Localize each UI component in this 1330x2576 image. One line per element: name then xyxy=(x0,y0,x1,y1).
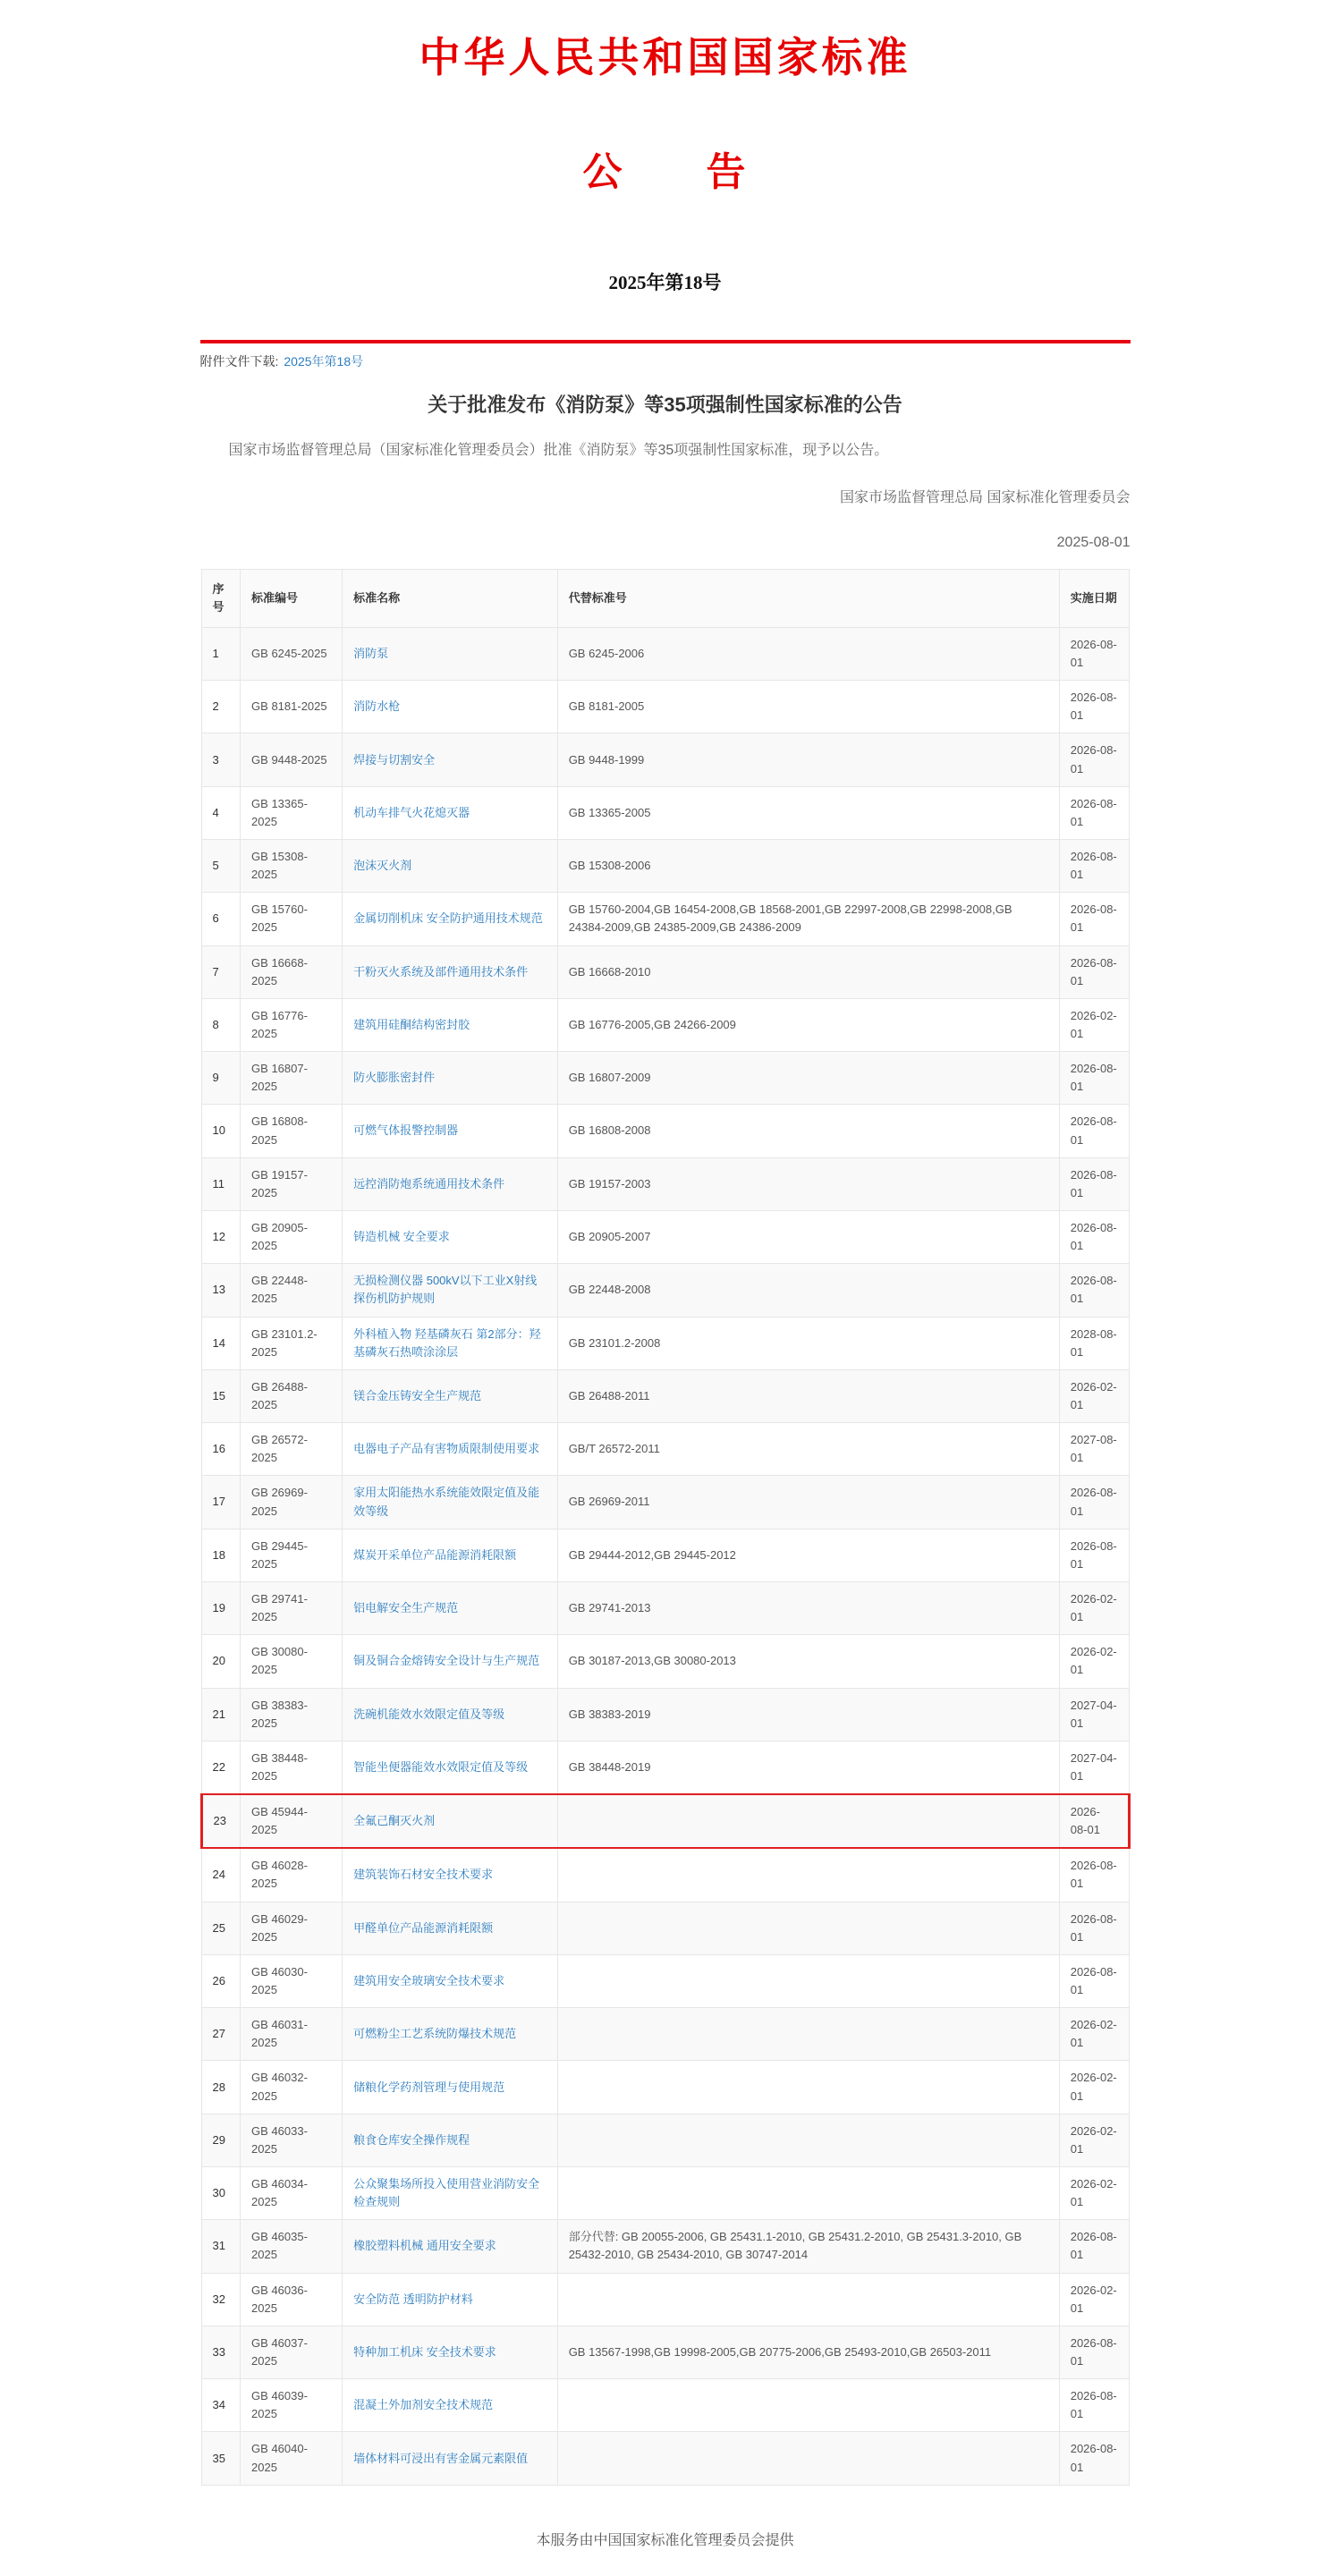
cell-code: GB 9448-2025 xyxy=(241,733,343,786)
cell-seq: 30 xyxy=(201,2167,241,2220)
standard-name-link[interactable]: 镁合金压铸安全生产规范 xyxy=(353,1388,482,1402)
cell-name xyxy=(343,1264,558,1317)
cell-name xyxy=(343,1052,558,1105)
cell-seq: 6 xyxy=(201,893,241,945)
standard-name-link[interactable]: 铜及铜合金熔铸安全设计与生产规范 xyxy=(353,1654,540,1668)
cell-code: GB 38448-2025 xyxy=(241,1741,343,1794)
cell-name xyxy=(343,1317,558,1369)
cell-replaces xyxy=(557,2379,1059,2432)
cell-replaces: GB 38448-2019 xyxy=(557,1741,1059,1794)
cell-seq: 19 xyxy=(201,1581,241,1634)
table-row xyxy=(201,1105,1129,1157)
cell-name xyxy=(343,786,558,839)
cell-name xyxy=(343,2114,558,2166)
issue-number: 2025年第18号 xyxy=(608,272,722,293)
cell-code: GB 30080-2025 xyxy=(241,1635,343,1688)
cell-seq: 8 xyxy=(201,998,241,1051)
table-row xyxy=(201,1741,1129,1794)
standard-name-link[interactable]: 泡沫灭火剂 xyxy=(353,859,412,873)
standard-name-link[interactable]: 安全防范 透明防护材料 xyxy=(353,2292,473,2306)
table-row xyxy=(201,1264,1129,1317)
cell-seq: 28 xyxy=(201,2061,241,2114)
cell-date: 2026-08-01 xyxy=(1059,1529,1129,1581)
cell-replaces: GB 26969-2011 xyxy=(557,1476,1059,1529)
header-seq: 序号 xyxy=(201,569,241,627)
cell-replaces: GB 29741-2013 xyxy=(557,1581,1059,1634)
cell-seq: 3 xyxy=(201,733,241,786)
cell-date: 2026-02-01 xyxy=(1059,1635,1129,1688)
table-row xyxy=(201,1581,1129,1634)
table-row xyxy=(201,840,1129,893)
cell-seq: 9 xyxy=(201,1052,241,1105)
cell-code: GB 38383-2025 xyxy=(241,1688,343,1741)
attachment-row xyxy=(200,352,1131,370)
cell-seq: 33 xyxy=(201,2326,241,2378)
cell-date: 2026-08-01 xyxy=(1059,1264,1129,1317)
table-row xyxy=(201,2114,1129,2166)
cell-name xyxy=(343,1210,558,1263)
cell-code: GB 16776-2025 xyxy=(241,998,343,1051)
standard-name-link[interactable]: 特种加工机床 安全技术要求 xyxy=(353,2344,496,2359)
cell-replaces xyxy=(557,2432,1059,2485)
issuing-authority: 国家市场监督管理总局 国家标准化管理委员会 xyxy=(840,489,1131,505)
cell-seq: 31 xyxy=(201,2220,241,2273)
cell-date: 2026-08-01 xyxy=(1059,840,1129,893)
cell-code: GB 16668-2025 xyxy=(241,945,343,998)
cell-name xyxy=(343,2220,558,2273)
table-row xyxy=(201,2273,1129,2326)
table-row xyxy=(201,2379,1129,2432)
cell-code: GB 6245-2025 xyxy=(241,627,343,680)
cell-code: GB 15760-2025 xyxy=(241,893,343,945)
cell-date: 2026-08-01 xyxy=(1059,945,1129,998)
standard-name-link[interactable]: 铝电解安全生产规范 xyxy=(353,1601,459,1614)
standard-name-link[interactable]: 建筑装饰石材安全技术要求 xyxy=(353,1868,494,1882)
cell-seq: 18 xyxy=(201,1529,241,1581)
cell-date: 2026-02-01 xyxy=(1059,2114,1129,2166)
cell-date: 2026-08-01 xyxy=(1059,1210,1129,1263)
cell-replaces: GB 20905-2007 xyxy=(557,1210,1059,1263)
cell-name xyxy=(343,2008,558,2061)
cell-date: 2026-08-01 xyxy=(1059,1794,1129,1848)
table-row xyxy=(201,1848,1129,1902)
table-row xyxy=(201,1369,1129,1422)
cell-replaces: GB 9448-1999 xyxy=(557,733,1059,786)
cell-replaces: GB 15308-2006 xyxy=(557,840,1059,893)
cell-name xyxy=(343,998,558,1051)
cell-date: 2026-08-01 xyxy=(1059,1954,1129,2007)
cell-seq: 13 xyxy=(201,1264,241,1317)
cell-seq: 27 xyxy=(201,2008,241,2061)
standard-name-link[interactable]: 外科植入物 羟基磷灰石 第2部分：羟基磷灰石热喷涂涂层 xyxy=(353,1326,541,1359)
standard-name-link[interactable]: 全氟己酮灭火剂 xyxy=(353,1814,436,1828)
cell-seq: 5 xyxy=(201,840,241,893)
cell-replaces: GB 16776-2005,GB 24266-2009 xyxy=(557,998,1059,1051)
table-row xyxy=(201,945,1129,998)
cell-name xyxy=(343,733,558,786)
cell-seq: 12 xyxy=(201,1210,241,1263)
table-row xyxy=(201,1476,1129,1529)
cell-code: GB 29741-2025 xyxy=(241,1581,343,1634)
cell-code: GB 46039-2025 xyxy=(241,2379,343,2432)
cell-replaces: GB 19157-2003 xyxy=(557,1157,1059,1210)
standard-name-link[interactable]: 焊接与切割安全 xyxy=(353,752,436,767)
table-row xyxy=(201,998,1129,1051)
cell-name xyxy=(343,627,558,680)
cell-name xyxy=(343,2061,558,2114)
table-row xyxy=(201,1052,1129,1105)
cell-code: GB 46030-2025 xyxy=(241,1954,343,2007)
cell-name xyxy=(343,2326,558,2378)
cell-seq: 11 xyxy=(201,1157,241,1210)
cell-name xyxy=(343,1157,558,1210)
cell-date: 2026-08-01 xyxy=(1059,2432,1129,2485)
cell-code: GB 22448-2025 xyxy=(241,1264,343,1317)
cell-date: 2028-08-01 xyxy=(1059,1317,1129,1369)
standard-name-link[interactable]: 粮食仓库安全操作规程 xyxy=(353,2132,470,2147)
standards-table xyxy=(200,569,1131,2486)
cell-code: GB 46028-2025 xyxy=(241,1848,343,1902)
cell-code: GB 26572-2025 xyxy=(241,1423,343,1476)
cell-replaces xyxy=(557,1848,1059,1902)
cell-code: GB 19157-2025 xyxy=(241,1157,343,1210)
cell-name xyxy=(343,1688,558,1741)
cell-date: 2026-08-01 xyxy=(1059,2379,1129,2432)
cell-seq: 25 xyxy=(201,1902,241,1954)
cell-seq: 24 xyxy=(201,1848,241,1902)
standard-name-link[interactable]: 防火膨胀密封件 xyxy=(353,1071,436,1085)
standard-name-link[interactable]: 可燃粉尘工艺系统防爆技术规范 xyxy=(353,2027,517,2041)
cell-replaces xyxy=(557,2061,1059,2114)
publish-date: 2025-08-01 xyxy=(1056,534,1131,550)
standard-name-link[interactable]: 墙体材料可浸出有害金属元素限值 xyxy=(353,2451,529,2465)
table-row xyxy=(201,1688,1129,1741)
cell-seq: 32 xyxy=(201,2273,241,2326)
cell-code: GB 46032-2025 xyxy=(241,2061,343,2114)
cell-date: 2026-02-01 xyxy=(1059,2167,1129,2220)
cell-replaces xyxy=(557,2167,1059,2220)
standard-name-link[interactable]: 建筑用硅酮结构密封胶 xyxy=(353,1017,470,1031)
table-row xyxy=(201,2326,1129,2378)
cell-name xyxy=(343,840,558,893)
standard-name-link[interactable]: 混凝土外加剂安全技术规范 xyxy=(353,2398,494,2412)
cell-seq: 1 xyxy=(201,627,241,680)
cell-seq: 10 xyxy=(201,1105,241,1157)
cell-seq: 26 xyxy=(201,1954,241,2007)
table-row xyxy=(201,627,1129,680)
standard-name-link[interactable]: 智能坐便器能效水效限定值及等级 xyxy=(353,1759,529,1774)
table-row xyxy=(201,1157,1129,1210)
cell-code: GB 13365-2025 xyxy=(241,786,343,839)
cell-code: GB 20905-2025 xyxy=(241,1210,343,1263)
standard-name-link[interactable]: 公众聚集场所投入使用营业消防安全检查规则 xyxy=(353,2177,540,2209)
table-row xyxy=(201,2008,1129,2061)
cell-code: GB 45944-2025 xyxy=(241,1794,343,1848)
standard-name-link[interactable]: 可燃气体报警控制器 xyxy=(353,1123,459,1138)
standard-name-link[interactable]: 铸造机械 安全要求 xyxy=(353,1230,450,1244)
cell-replaces: GB 16668-2010 xyxy=(557,945,1059,998)
cell-date: 2026-08-01 xyxy=(1059,733,1129,786)
header-replaces: 代替标准号 xyxy=(557,569,1059,627)
cell-name xyxy=(343,2379,558,2432)
cell-code: GB 16807-2025 xyxy=(241,1052,343,1105)
cell-name xyxy=(343,1105,558,1157)
cell-replaces: GB 15760-2004,GB 16454-2008,GB 18568-2001,GB 22997-2008,GB 22998-2008,GB 24384-2009,GB 24385-2009,GB 24386-2009 xyxy=(557,893,1059,945)
standard-name-link[interactable]: 煤炭开采单位产品能源消耗限额 xyxy=(353,1547,517,1562)
cell-code: GB 46029-2025 xyxy=(241,1902,343,1954)
header-code: 标准编号 xyxy=(241,569,343,627)
cell-seq: 22 xyxy=(201,1741,241,1794)
cell-date: 2026-02-01 xyxy=(1059,2061,1129,2114)
cell-name xyxy=(343,1741,558,1794)
cell-code: GB 29445-2025 xyxy=(241,1529,343,1581)
cell-code: GB 46035-2025 xyxy=(241,2220,343,2273)
standard-name-link[interactable]: 干粉灭火系统及部件通用技术条件 xyxy=(353,964,529,979)
cell-name xyxy=(343,1581,558,1634)
cell-date: 2026-08-01 xyxy=(1059,2220,1129,2273)
announcement-title: 关于批准发布《消防泵》等35项强制性国家标准的公告 xyxy=(428,394,902,416)
cell-seq: 2 xyxy=(201,681,241,733)
cell-code: GB 16808-2025 xyxy=(241,1105,343,1157)
cell-replaces: GB 8181-2005 xyxy=(557,681,1059,733)
cell-replaces: GB 38383-2019 xyxy=(557,1688,1059,1741)
cell-seq: 15 xyxy=(201,1369,241,1422)
attachment-download-link[interactable]: 2025年第18号 xyxy=(284,354,364,369)
cell-date: 2026-08-01 xyxy=(1059,893,1129,945)
cell-name xyxy=(343,1902,558,1954)
cell-code: GB 23101.2-2025 xyxy=(241,1317,343,1369)
table-row xyxy=(201,2432,1129,2485)
cell-seq: 35 xyxy=(201,2432,241,2485)
table-row xyxy=(201,733,1129,786)
cell-date: 2027-04-01 xyxy=(1059,1688,1129,1741)
cell-name xyxy=(343,945,558,998)
cell-replaces xyxy=(557,1902,1059,1954)
standard-name-link[interactable]: 洗碗机能效水效限定值及等级 xyxy=(353,1707,505,1721)
table-row xyxy=(201,1317,1129,1369)
header-name: 标准名称 xyxy=(343,569,558,627)
standard-name-link[interactable]: 甲醛单位产品能源消耗限额 xyxy=(353,1920,494,1935)
table-row xyxy=(201,1635,1129,1688)
table-header-row xyxy=(201,569,1129,627)
cell-date: 2026-08-01 xyxy=(1059,1848,1129,1902)
service-provider-note: 本服务由中国国家标准化管理委员会提供 xyxy=(536,2532,794,2548)
cell-code: GB 26969-2025 xyxy=(241,1476,343,1529)
cell-replaces: GB 22448-2008 xyxy=(557,1264,1059,1317)
cell-name xyxy=(343,1476,558,1529)
table-row xyxy=(201,2061,1129,2114)
cell-date: 2026-08-01 xyxy=(1059,627,1129,680)
cell-replaces: GB 13567-1998,GB 19998-2005,GB 20775-2006,GB 25493-2010,GB 26503-2011 xyxy=(557,2326,1059,2378)
cell-seq: 29 xyxy=(201,2114,241,2166)
cell-replaces xyxy=(557,2273,1059,2326)
cell-date: 2026-02-01 xyxy=(1059,1581,1129,1634)
standard-name-link[interactable]: 金属切削机床 安全防护通用技术规范 xyxy=(353,911,543,926)
cell-replaces: GB 23101.2-2008 xyxy=(557,1317,1059,1369)
cell-date: 2026-08-01 xyxy=(1059,1157,1129,1210)
cell-replaces xyxy=(557,2008,1059,2061)
cell-date: 2026-08-01 xyxy=(1059,1105,1129,1157)
cell-replaces: 部分代替: GB 20055-2006, GB 25431.1-2010, GB 25431.2-2010, GB 25431.3-2010, GB 25432-2010, GB 25434-2010, GB 30747-2014 xyxy=(557,2220,1059,2273)
cell-name xyxy=(343,2167,558,2220)
header-date: 实施日期 xyxy=(1059,569,1129,627)
table-row xyxy=(201,1794,1129,1848)
cell-seq: 7 xyxy=(201,945,241,998)
cell-seq: 21 xyxy=(201,1688,241,1741)
cell-replaces: GB 16808-2008 xyxy=(557,1105,1059,1157)
cell-replaces xyxy=(557,1954,1059,2007)
cell-name xyxy=(343,1529,558,1581)
cell-seq: 14 xyxy=(201,1317,241,1369)
table-row xyxy=(201,1423,1129,1476)
cell-date: 2026-08-01 xyxy=(1059,1052,1129,1105)
standard-name-link[interactable]: 家用太阳能热水系统能效限定值及能效等级 xyxy=(353,1486,540,1518)
cell-date: 2026-08-01 xyxy=(1059,1476,1129,1529)
announcement-body: 国家市场监督管理总局（国家标准化管理委员会）批准《消防泵》等35项强制性国家标准，现予以公告。 xyxy=(228,443,889,458)
page-subtitle: 公 告 xyxy=(582,150,748,194)
standard-name-link[interactable]: 消防泵 xyxy=(353,646,389,660)
cell-code: GB 15308-2025 xyxy=(241,840,343,893)
cell-date: 2026-02-01 xyxy=(1059,2273,1129,2326)
cell-date: 2026-02-01 xyxy=(1059,2008,1129,2061)
cell-seq: 4 xyxy=(201,786,241,839)
table-row xyxy=(201,1529,1129,1581)
cell-name xyxy=(343,2273,558,2326)
cell-replaces: GB 13365-2005 xyxy=(557,786,1059,839)
table-row xyxy=(201,2167,1129,2220)
cell-name xyxy=(343,1848,558,1902)
cell-code: GB 46040-2025 xyxy=(241,2432,343,2485)
red-divider xyxy=(200,340,1131,343)
cell-date: 2026-08-01 xyxy=(1059,681,1129,733)
standard-name-link[interactable]: 无损检测仪器 500kV以下工业X射线探伤机防护规则 xyxy=(353,1274,538,1306)
cell-date: 2026-08-01 xyxy=(1059,786,1129,839)
cell-date: 2026-02-01 xyxy=(1059,998,1129,1051)
cell-replaces: GB/T 26572-2011 xyxy=(557,1423,1059,1476)
cell-name xyxy=(343,1954,558,2007)
cell-date: 2027-04-01 xyxy=(1059,1741,1129,1794)
table-row xyxy=(201,1954,1129,2007)
cell-date: 2026-08-01 xyxy=(1059,2326,1129,2378)
table-row xyxy=(201,681,1129,733)
cell-code: GB 46034-2025 xyxy=(241,2167,343,2220)
cell-date: 2027-08-01 xyxy=(1059,1423,1129,1476)
table-row xyxy=(201,786,1129,839)
cell-replaces: GB 30187-2013,GB 30080-2013 xyxy=(557,1635,1059,1688)
cell-name xyxy=(343,681,558,733)
standard-name-link[interactable]: 储粮化学药剂管理与使用规范 xyxy=(353,2080,505,2094)
cell-name xyxy=(343,1794,558,1848)
standard-name-link[interactable]: 远控消防炮系统通用技术条件 xyxy=(353,1176,505,1191)
standard-name-link[interactable]: 电器电子产品有害物质限制使用要求 xyxy=(353,1442,540,1456)
table-row xyxy=(201,1210,1129,1263)
cell-name xyxy=(343,2432,558,2485)
cell-seq: 16 xyxy=(201,1423,241,1476)
table-row xyxy=(201,893,1129,945)
cell-replaces: GB 29444-2012,GB 29445-2012 xyxy=(557,1529,1059,1581)
cell-code: GB 46036-2025 xyxy=(241,2273,343,2326)
cell-seq: 34 xyxy=(201,2379,241,2432)
cell-seq: 20 xyxy=(201,1635,241,1688)
cell-seq: 17 xyxy=(201,1476,241,1529)
cell-date: 2026-08-01 xyxy=(1059,1902,1129,1954)
cell-replaces: GB 6245-2006 xyxy=(557,627,1059,680)
cell-replaces xyxy=(557,1794,1059,1848)
cell-date: 2026-02-01 xyxy=(1059,1369,1129,1422)
standard-name-link[interactable]: 建筑用安全玻璃安全技术要求 xyxy=(353,1973,505,1987)
cell-name xyxy=(343,893,558,945)
cell-seq: 23 xyxy=(201,1794,241,1848)
table-row xyxy=(201,2220,1129,2273)
attachment-label: 附件文件下载: xyxy=(199,354,279,369)
standard-name-link[interactable]: 消防水枪 xyxy=(353,699,401,714)
cell-code: GB 46037-2025 xyxy=(241,2326,343,2378)
cell-code: GB 8181-2025 xyxy=(241,681,343,733)
page-title: 中华人民共和国国家标准 xyxy=(419,35,911,80)
cell-name xyxy=(343,1369,558,1422)
cell-code: GB 46031-2025 xyxy=(241,2008,343,2061)
table-row xyxy=(201,1902,1129,1954)
cell-name xyxy=(343,1423,558,1476)
cell-replaces: GB 26488-2011 xyxy=(557,1369,1059,1422)
cell-code: GB 26488-2025 xyxy=(241,1369,343,1422)
cell-replaces xyxy=(557,2114,1059,2166)
cell-name xyxy=(343,1635,558,1688)
standard-name-link[interactable]: 机动车排气火花熄灭器 xyxy=(353,805,470,819)
announcement-page xyxy=(200,0,1131,2576)
cell-replaces: GB 16807-2009 xyxy=(557,1052,1059,1105)
cell-code: GB 46033-2025 xyxy=(241,2114,343,2166)
standard-name-link[interactable]: 橡胶塑料机械 通用安全要求 xyxy=(353,2239,496,2253)
